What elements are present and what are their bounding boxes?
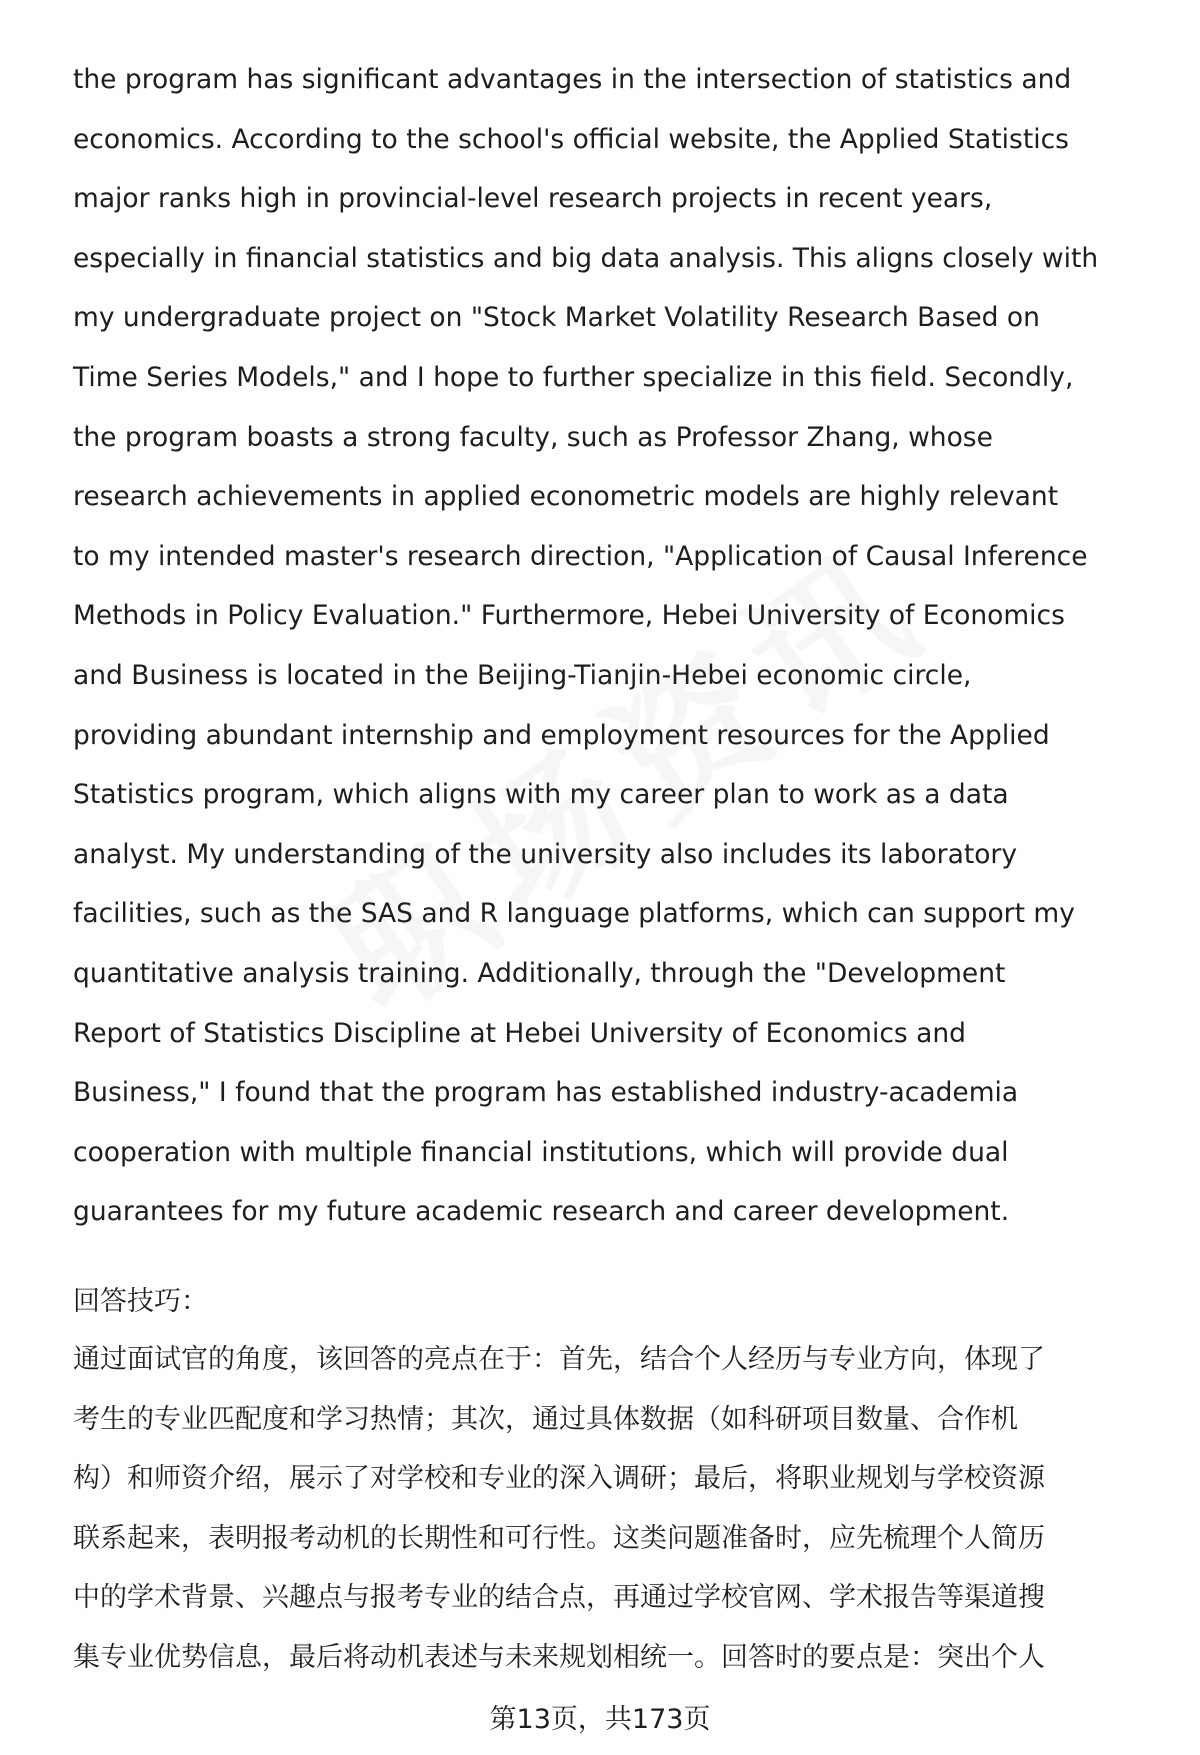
text-line: my undergraduate project on "Stock Market Volatility Research Based on	[73, 302, 1040, 334]
text-line: major ranks high in provincial-level research projects in recent years,	[73, 183, 993, 215]
text-line: the program boasts a strong faculty, such as Professor Zhang, whose	[73, 421, 993, 453]
text-line: Time Series Models," and I hope to further specialize in this field. Secondly,	[73, 361, 1074, 393]
text-line: 中的学术背景、兴趣点与报考专业的结合点，再通过学校官网、学术报告等渠道搜	[73, 1582, 1045, 1613]
page-number: 第13页，共173页	[489, 1704, 711, 1735]
text-line: Methods in Policy Evaluation." Furthermore, Hebei University of Economics	[73, 600, 1065, 632]
text-line: providing abundant internship and employment resources for the Applied	[73, 719, 1050, 751]
text-line: 集专业优势信息，最后将动机表述与未来规划相统一。回答时的要点是：突出个人	[73, 1641, 1045, 1673]
text-line: 联系起来，表明报考动机的长期性和可行性。这类问题准备时，应先梳理个人简历	[73, 1522, 1045, 1554]
text-line: the program has significant advantages in the intersection of statistics and	[73, 64, 1072, 95]
text-line: to my intended master's research direction, "Application of Causal Inference	[73, 540, 1088, 572]
text-line: 构）和师资介绍，展示了对学校和专业的深入调研；最后，将职业规划与学校资源	[73, 1463, 1045, 1494]
text-line: Report of Statistics Discipline at Hebei University of Economics and	[73, 1017, 967, 1049]
tips-paragraph	[73, 1330, 1153, 1687]
text-line: Statistics program, which aligns with my career plan to work as a data	[73, 779, 1009, 811]
text-line: facilities, such as the SAS and R language platforms, which can support my	[73, 898, 1075, 930]
text-line: 考生的专业匹配度和学习热情；其次，通过具体数据（如科研项目数量、合作机	[73, 1403, 1018, 1435]
text-line: analyst. My understanding of the university also includes its laboratory	[73, 838, 1017, 870]
text-line: and Business is located in the Beijing-Tianjin-Hebei economic circle,	[73, 659, 972, 691]
text-line: especially in financial statistics and big data analysis. This aligns closely with	[73, 242, 1099, 274]
text-line: economics. According to the school's official website, the Applied Statistics	[73, 123, 1069, 155]
text-line: Business," I found that the program has established industry-academia	[73, 1077, 1019, 1109]
text-line: guarantees for my future academic research and career development.	[73, 1196, 1010, 1228]
text-line: research achievements in applied econometric models are highly relevant	[73, 481, 1059, 513]
text-line: cooperation with multiple financial institutions, which will provide dual	[73, 1136, 1009, 1168]
tips-heading: 回答技巧：	[73, 1286, 208, 1317]
text-line: quantitative analysis training. Additionally, through the "Development	[73, 957, 1006, 989]
answer-paragraph-english	[73, 50, 1148, 1242]
text-line: 通过面试官的角度，该回答的亮点在于：首先，结合个人经历与专业方向，体现了	[73, 1344, 1045, 1375]
